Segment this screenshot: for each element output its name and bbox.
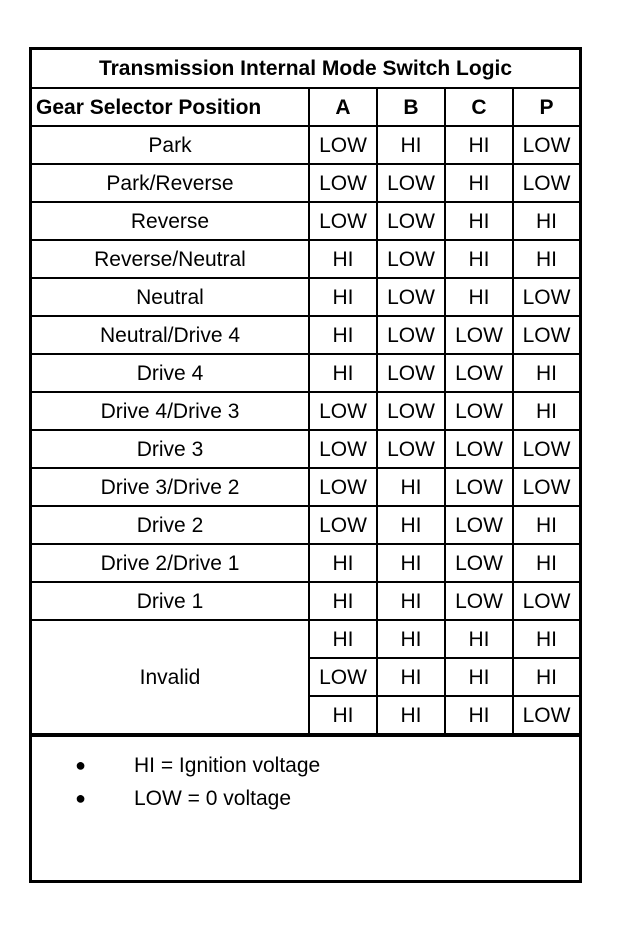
signal-a-cell: HI [309, 696, 377, 734]
gear-position-cell: Reverse/Neutral [32, 240, 309, 278]
signal-c-cell: HI [445, 240, 513, 278]
signal-b-cell: HI [377, 582, 445, 620]
signal-a-cell: LOW [309, 126, 377, 164]
table-row [32, 582, 579, 620]
table-row [32, 126, 579, 164]
signal-a-cell: HI [309, 278, 377, 316]
signal-c-cell: LOW [445, 430, 513, 468]
table-row [32, 240, 579, 278]
table-row [32, 392, 579, 430]
signal-b-cell: HI [377, 506, 445, 544]
signal-b-cell: HI [377, 468, 445, 506]
signal-a-cell: LOW [309, 392, 377, 430]
bullet-icon: ● [75, 788, 86, 808]
gear-position-cell: Reverse [32, 202, 309, 240]
mode-switch-logic-table-sheet [29, 47, 582, 883]
gear-position-cell: Drive 4/Drive 3 [32, 392, 309, 430]
column-header-position: Gear Selector Position [32, 88, 309, 126]
signal-c-cell: HI [445, 278, 513, 316]
signal-b-cell: LOW [377, 316, 445, 354]
title-row [32, 50, 579, 88]
legend-text: LOW = 0 voltage [134, 786, 291, 810]
signal-c-cell: LOW [445, 582, 513, 620]
gear-position-cell: Drive 3 [32, 430, 309, 468]
signal-p-cell: LOW [513, 696, 579, 734]
signal-b-cell: HI [377, 126, 445, 164]
signal-a-cell: LOW [309, 164, 377, 202]
column-header-b: B [377, 88, 445, 126]
signal-a-cell: HI [309, 316, 377, 354]
table-row [32, 202, 579, 240]
signal-b-cell: LOW [377, 354, 445, 392]
signal-c-cell: HI [445, 696, 513, 734]
signal-a-cell: LOW [309, 202, 377, 240]
legend-item [32, 782, 579, 815]
legend-item [32, 749, 579, 782]
signal-b-cell: LOW [377, 240, 445, 278]
signal-p-cell: LOW [513, 582, 579, 620]
signal-b-cell: HI [377, 620, 445, 658]
signal-p-cell: LOW [513, 316, 579, 354]
signal-p-cell: LOW [513, 278, 579, 316]
signal-b-cell: LOW [377, 164, 445, 202]
signal-b-cell: HI [377, 658, 445, 696]
signal-c-cell: LOW [445, 468, 513, 506]
gear-position-cell: Park [32, 126, 309, 164]
signal-a-cell: HI [309, 582, 377, 620]
signal-c-cell: HI [445, 202, 513, 240]
signal-a-cell: LOW [309, 430, 377, 468]
legend-text: HI = Ignition voltage [134, 753, 321, 777]
signal-a-cell: LOW [309, 468, 377, 506]
signal-c-cell: LOW [445, 316, 513, 354]
table-row-invalid [32, 620, 579, 658]
table-row [32, 544, 579, 582]
signal-b-cell: LOW [377, 202, 445, 240]
gear-position-cell: Drive 2/Drive 1 [32, 544, 309, 582]
signal-p-cell: HI [513, 620, 579, 658]
signal-a-cell: LOW [309, 658, 377, 696]
signal-p-cell: HI [513, 240, 579, 278]
signal-c-cell: HI [445, 164, 513, 202]
signal-c-cell: HI [445, 620, 513, 658]
table-row [32, 354, 579, 392]
signal-c-cell: LOW [445, 544, 513, 582]
signal-b-cell: LOW [377, 430, 445, 468]
gear-position-cell: Drive 1 [32, 582, 309, 620]
table-row [32, 430, 579, 468]
bullet-icon: ● [75, 755, 86, 775]
signal-a-cell: HI [309, 544, 377, 582]
signal-p-cell: LOW [513, 126, 579, 164]
column-header-p: P [513, 88, 579, 126]
signal-c-cell: HI [445, 126, 513, 164]
gear-position-cell: Neutral/Drive 4 [32, 316, 309, 354]
signal-c-cell: LOW [445, 354, 513, 392]
table-row [32, 164, 579, 202]
signal-p-cell: HI [513, 392, 579, 430]
gear-position-cell: Drive 2 [32, 506, 309, 544]
signal-b-cell: LOW [377, 392, 445, 430]
signal-c-cell: HI [445, 658, 513, 696]
gear-position-cell: Drive 3/Drive 2 [32, 468, 309, 506]
signal-p-cell: LOW [513, 468, 579, 506]
signal-p-cell: HI [513, 506, 579, 544]
signal-b-cell: HI [377, 696, 445, 734]
signal-c-cell: LOW [445, 392, 513, 430]
table-row [32, 316, 579, 354]
signal-a-cell: HI [309, 240, 377, 278]
signal-p-cell: LOW [513, 164, 579, 202]
signal-a-cell: HI [309, 620, 377, 658]
legend [32, 735, 579, 815]
signal-p-cell: HI [513, 354, 579, 392]
table-row [32, 506, 579, 544]
signal-b-cell: LOW [377, 278, 445, 316]
column-header-c: C [445, 88, 513, 126]
gear-position-cell-invalid: Invalid [32, 620, 309, 734]
gear-position-cell: Park/Reverse [32, 164, 309, 202]
signal-c-cell: LOW [445, 506, 513, 544]
table-title: Transmission Internal Mode Switch Logic [32, 50, 579, 88]
column-header-a: A [309, 88, 377, 126]
signal-p-cell: HI [513, 658, 579, 696]
gear-position-cell: Neutral [32, 278, 309, 316]
signal-p-cell: LOW [513, 430, 579, 468]
gear-position-cell: Drive 4 [32, 354, 309, 392]
table-row [32, 468, 579, 506]
signal-p-cell: HI [513, 202, 579, 240]
signal-a-cell: LOW [309, 506, 377, 544]
table-row [32, 278, 579, 316]
signal-b-cell: HI [377, 544, 445, 582]
header-row [32, 88, 579, 126]
table-body [32, 50, 579, 734]
signal-a-cell: HI [309, 354, 377, 392]
signal-p-cell: HI [513, 544, 579, 582]
logic-table [32, 50, 579, 735]
